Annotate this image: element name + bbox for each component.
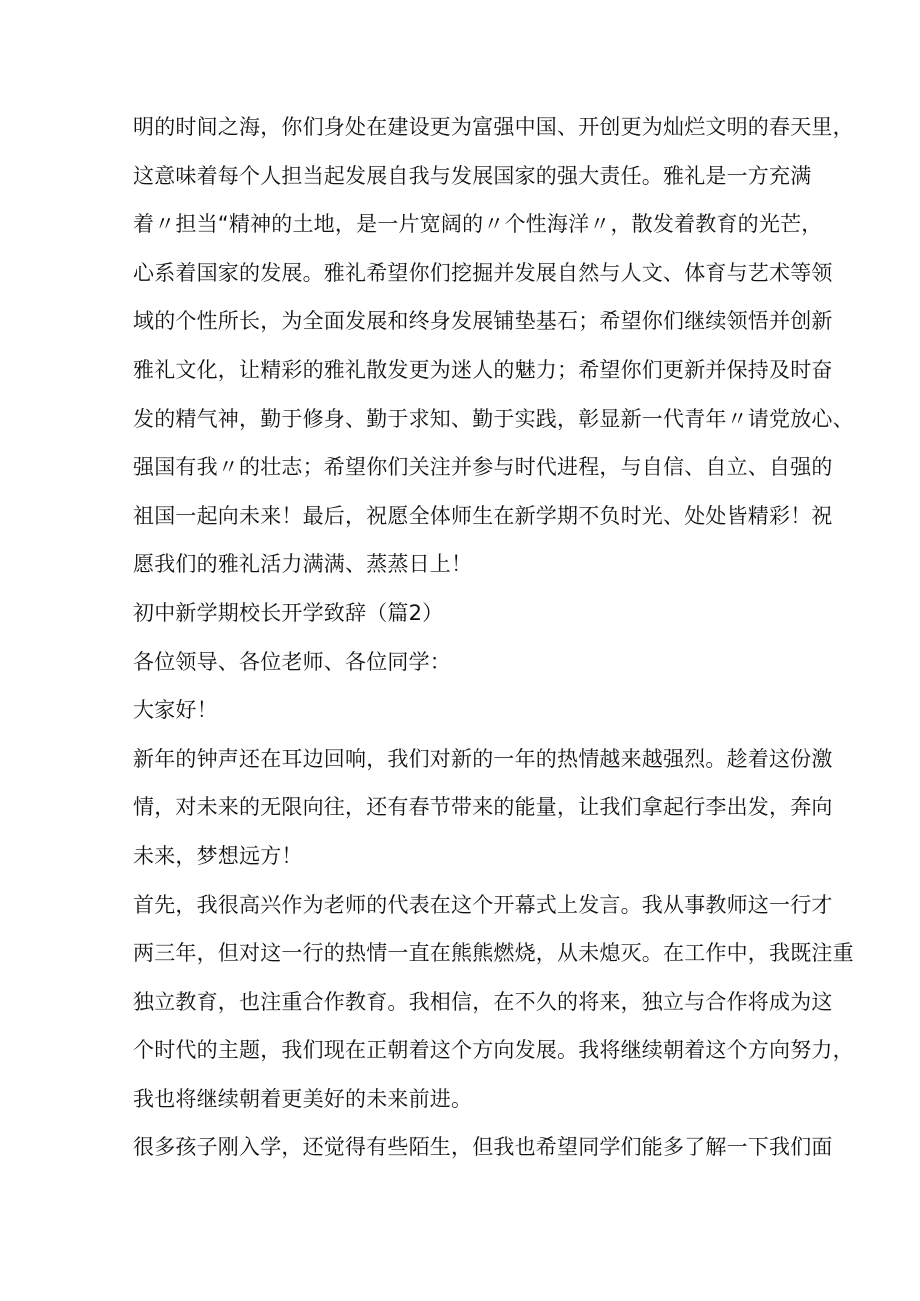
paragraph-line: 着〃担当“精神的土地，是一片宽阔的〃个性海洋〃，散发着教育的光芒，: [133, 212, 823, 237]
section-title: 初中新学期校长开学致辞（篇2）: [133, 600, 444, 625]
salutation: 各位领导、各位老师、各位同学：: [133, 649, 451, 674]
paragraph-line: 个时代的主题，我们现在正朝着这个方向发展。我将继续朝着这个方向努力，: [133, 1038, 854, 1063]
paragraph-line: 强国有我〃的壮志；希望你们关注并参与时代进程，与自信、自立、自强的: [133, 455, 833, 480]
paragraph-line: 两三年，但对这一行的热情一直在熊熊燃烧，从未熄灭。在工作中，我既注重: [133, 941, 854, 966]
document-body: [133, 110, 854, 1179]
paragraph-line: 这意味着每个人担当起发展自我与发展国家的强大责任。雅礼是一方充满: [133, 163, 812, 188]
paragraph-line: 未来，梦想远方！: [133, 843, 303, 868]
paragraph-line: 独立教育，也注重合作教育。我相信，在不久的将来，独立与合作将成为这: [133, 989, 833, 1014]
paragraph-line: 雅礼文化，让精彩的雅礼散发更为迷人的魅力；希望你们更新并保持及时奋: [133, 357, 833, 382]
paragraph-line: 首先，我很高兴作为老师的代表在这个开幕式上发言。我从事教师这一行才: [133, 892, 833, 917]
paragraph-line: 愿我们的雅礼活力满满、蒸蒸日上！: [133, 552, 473, 577]
paragraph-line: 心系着国家的发展。雅礼希望你们挖掘并发展自然与人文、体育与艺术等领: [133, 260, 833, 285]
greeting: 大家好！: [133, 698, 218, 723]
paragraph-line: 祖国一起向未来！最后，祝愿全体师生在新学期不负时光、处处皆精彩！祝: [133, 503, 833, 528]
paragraph-line: 域的个性所长，为全面发展和终身发展铺垫基石；希望你们继续领悟并创新: [133, 309, 833, 334]
paragraph-line: 很多孩子刚入学，还觉得有些陌生，但我也希望同学们能多了解一下我们面: [133, 1135, 833, 1160]
paragraph-line: 新年的钟声还在耳边回响，我们对新的一年的热情越来越强烈。趁着这份激: [133, 746, 833, 771]
paragraph-line: 我也将继续朝着更美好的未来前进。: [133, 1086, 473, 1111]
paragraph-line: 发的精气神，勤于修身、勤于求知、勤于实践，彰显新一代青年〃请党放心、: [133, 406, 854, 431]
paragraph-line: 情，对未来的无限向往，还有春节带来的能量，让我们拿起行李出发，奔向: [133, 795, 833, 820]
paragraph-line: 明的时间之海，你们身处在建设更为富强中国、开创更为灿烂文明的春天里，: [133, 115, 854, 139]
